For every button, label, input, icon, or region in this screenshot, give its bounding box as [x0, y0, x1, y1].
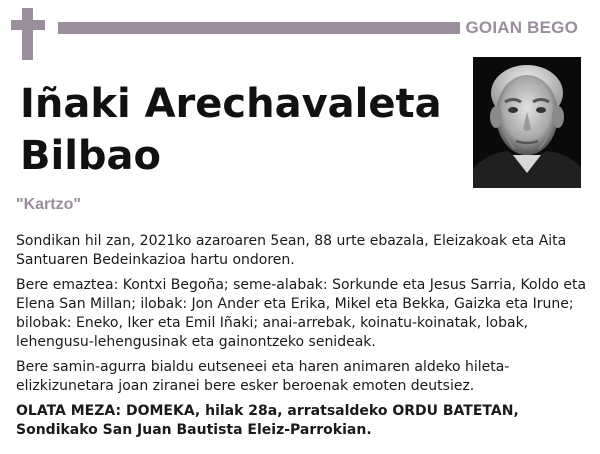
cross-vertical-bar: [22, 8, 33, 60]
portrait-illustration: [473, 57, 581, 188]
portrait-photo: [473, 57, 581, 188]
mass-notice: OLATA MEZA: DOMEKA, hilak 28a, arratsaldeko ORDU BATETAN, Sondikako San Juan Bautista Eleiz-Parrokian.: [16, 403, 519, 438]
header-rule: [58, 22, 460, 34]
name-line-2: Bilbao: [20, 133, 162, 179]
family-paragraph: Bere emaztea: Kontxi Begoña; seme-alabak: Sorkunde eta Jesus Sarria, Koldo eta Elena San Millan; ilobak: Jon Ander eta Erika, Mikel eta Bekka, Gaizka eta Irune; bilobak: Eneko, Iker eta Emil Iñaki; anai-arrebak, koinatu-koinatak, lobak, lehengusu-lehengusinak eta gainontzeko senideak.: [16, 277, 587, 350]
brand-label: GOIAN BEGO: [465, 18, 578, 37]
obituary-body: [16, 232, 588, 446]
nickname: "Kartzo": [16, 196, 81, 213]
name-line-1: Iñaki Arechavaleta: [20, 81, 442, 127]
thanks-paragraph: Bere samin-agurra bialdu eutseneei eta haren animaren aldeko hileta-elizkizunetara joan ziranei bere esker beroenak emoten deutsiez.: [16, 359, 510, 394]
deceased-name: [20, 78, 450, 182]
cross-horizontal-bar: [11, 20, 45, 30]
death-notice-paragraph: Sondikan hil zan, 2021ko azaroaren 5ean, 88 urte ebazala, Eleizakoak eta Aita Santuaren Bedeinkazioa hartu ondoren.: [16, 233, 567, 268]
